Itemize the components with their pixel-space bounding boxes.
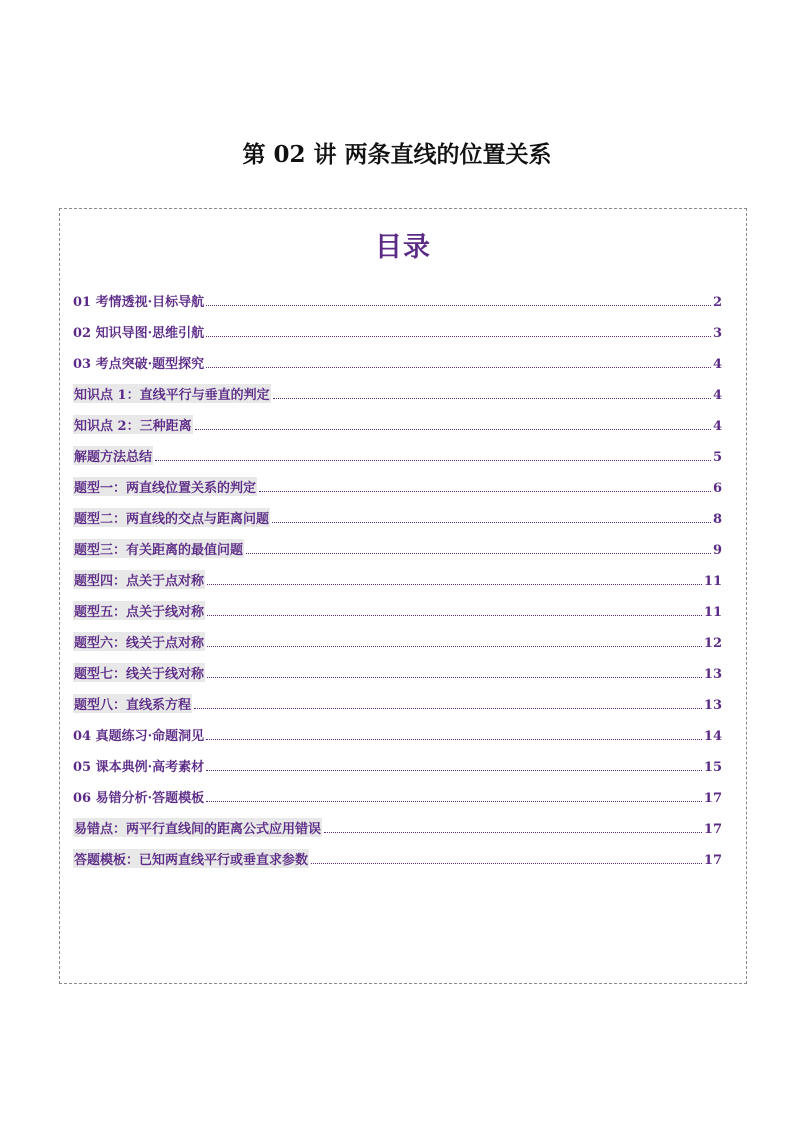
toc-entry-page: 8 xyxy=(712,512,722,527)
toc-entry-label: 题型五：点关于线对称 xyxy=(73,601,205,620)
page-title: 第 02 讲 两条直线的位置关系 xyxy=(242,141,552,168)
toc-entry-page: 3 xyxy=(712,326,722,341)
toc-list xyxy=(73,279,722,868)
toc-entry-label: 题型三：有关距离的最值问题 xyxy=(73,539,244,558)
toc-entry-page: 15 xyxy=(703,760,722,775)
toc-entry[interactable] xyxy=(73,310,722,341)
toc-dot-leader xyxy=(207,645,702,647)
toc-entry-page: 17 xyxy=(703,853,722,868)
toc-entry-label: 题型七：线关于线对称 xyxy=(73,663,205,682)
toc-entry[interactable] xyxy=(73,496,722,527)
toc-dot-leader xyxy=(155,459,711,461)
toc-dot-leader xyxy=(246,552,711,554)
toc-entry-label: 解题方法总结 xyxy=(73,446,153,465)
toc-dot-leader xyxy=(324,831,702,833)
toc-dot-leader xyxy=(206,335,711,337)
toc-entry-label: 04 真题练习·命题洞见 xyxy=(73,729,205,744)
toc-dot-leader xyxy=(273,397,711,399)
toc-dot-leader xyxy=(207,583,702,585)
toc-entry-label: 答题模板：已知两直线平行或垂直求参数 xyxy=(73,849,309,868)
toc-entry-label: 03 考点突破·题型探究 xyxy=(73,357,205,372)
toc-entry-page: 12 xyxy=(703,636,722,651)
toc-entry[interactable] xyxy=(73,434,722,465)
toc-entry-label: 06 易错分析·答题模板 xyxy=(73,791,205,806)
toc-entry[interactable] xyxy=(73,341,722,372)
toc-entry[interactable] xyxy=(73,620,722,651)
toc-entry[interactable] xyxy=(73,651,722,682)
toc-entry[interactable] xyxy=(73,279,722,310)
toc-heading: 目录 xyxy=(375,232,431,263)
toc-entry-label: 题型八：直线系方程 xyxy=(73,694,192,713)
toc-entry-page: 11 xyxy=(703,605,722,620)
toc-entry-label: 知识点 1：直线平行与垂直的判定 xyxy=(73,384,271,403)
toc-entry-page: 6 xyxy=(712,481,722,496)
toc-entry-label: 05 课本典例·高考素材 xyxy=(73,760,205,775)
toc-entry[interactable] xyxy=(73,713,722,744)
toc-entry[interactable] xyxy=(73,775,722,806)
toc-entry[interactable] xyxy=(73,682,722,713)
toc-entry[interactable] xyxy=(73,465,722,496)
toc-entry-label: 题型六：线关于点对称 xyxy=(73,632,205,651)
toc-entry-page: 4 xyxy=(712,419,722,434)
toc-entry-label: 02 知识导图·思维引航 xyxy=(73,326,205,341)
toc-entry-page: 9 xyxy=(712,543,722,558)
toc-dot-leader xyxy=(259,490,711,492)
toc-entry[interactable] xyxy=(73,403,722,434)
toc-entry[interactable] xyxy=(73,527,722,558)
toc-dot-leader xyxy=(194,707,702,709)
toc-entry-page: 4 xyxy=(712,388,722,403)
toc-entry[interactable] xyxy=(73,372,722,403)
toc-dot-leader xyxy=(272,521,711,523)
toc-entry[interactable] xyxy=(73,837,722,868)
toc-dot-leader xyxy=(206,769,702,771)
toc-dot-leader xyxy=(206,304,711,306)
toc-dot-leader xyxy=(207,676,702,678)
toc-entry[interactable] xyxy=(73,558,722,589)
toc-entry[interactable] xyxy=(73,589,722,620)
toc-entry-page: 2 xyxy=(712,295,722,310)
toc-entry-page: 14 xyxy=(703,729,722,744)
toc-dot-leader xyxy=(206,738,702,740)
toc-dot-leader xyxy=(195,428,711,430)
toc-entry-label: 知识点 2：三种距离 xyxy=(73,415,193,434)
toc-entry-page: 13 xyxy=(703,667,722,682)
toc-entry-page: 5 xyxy=(712,450,722,465)
toc-entry-label: 01 考情透视·目标导航 xyxy=(73,295,205,310)
toc-entry-label: 题型四：点关于点对称 xyxy=(73,570,205,589)
toc-entry-label: 易错点：两平行直线间的距离公式应用错误 xyxy=(73,818,322,837)
toc-dot-leader xyxy=(206,366,711,368)
table-of-contents xyxy=(59,208,747,984)
toc-entry-page: 11 xyxy=(703,574,722,589)
toc-dot-leader xyxy=(311,862,702,864)
toc-dot-leader xyxy=(206,800,702,802)
toc-entry-page: 17 xyxy=(703,822,722,837)
toc-entry[interactable] xyxy=(73,744,722,775)
toc-entry-page: 17 xyxy=(703,791,722,806)
toc-entry-page: 4 xyxy=(712,357,722,372)
toc-dot-leader xyxy=(207,614,702,616)
toc-entry-label: 题型一：两直线位置关系的判定 xyxy=(73,477,257,496)
toc-entry-page: 13 xyxy=(703,698,722,713)
toc-entry-label: 题型二：两直线的交点与距离问题 xyxy=(73,508,270,527)
toc-entry[interactable] xyxy=(73,806,722,837)
